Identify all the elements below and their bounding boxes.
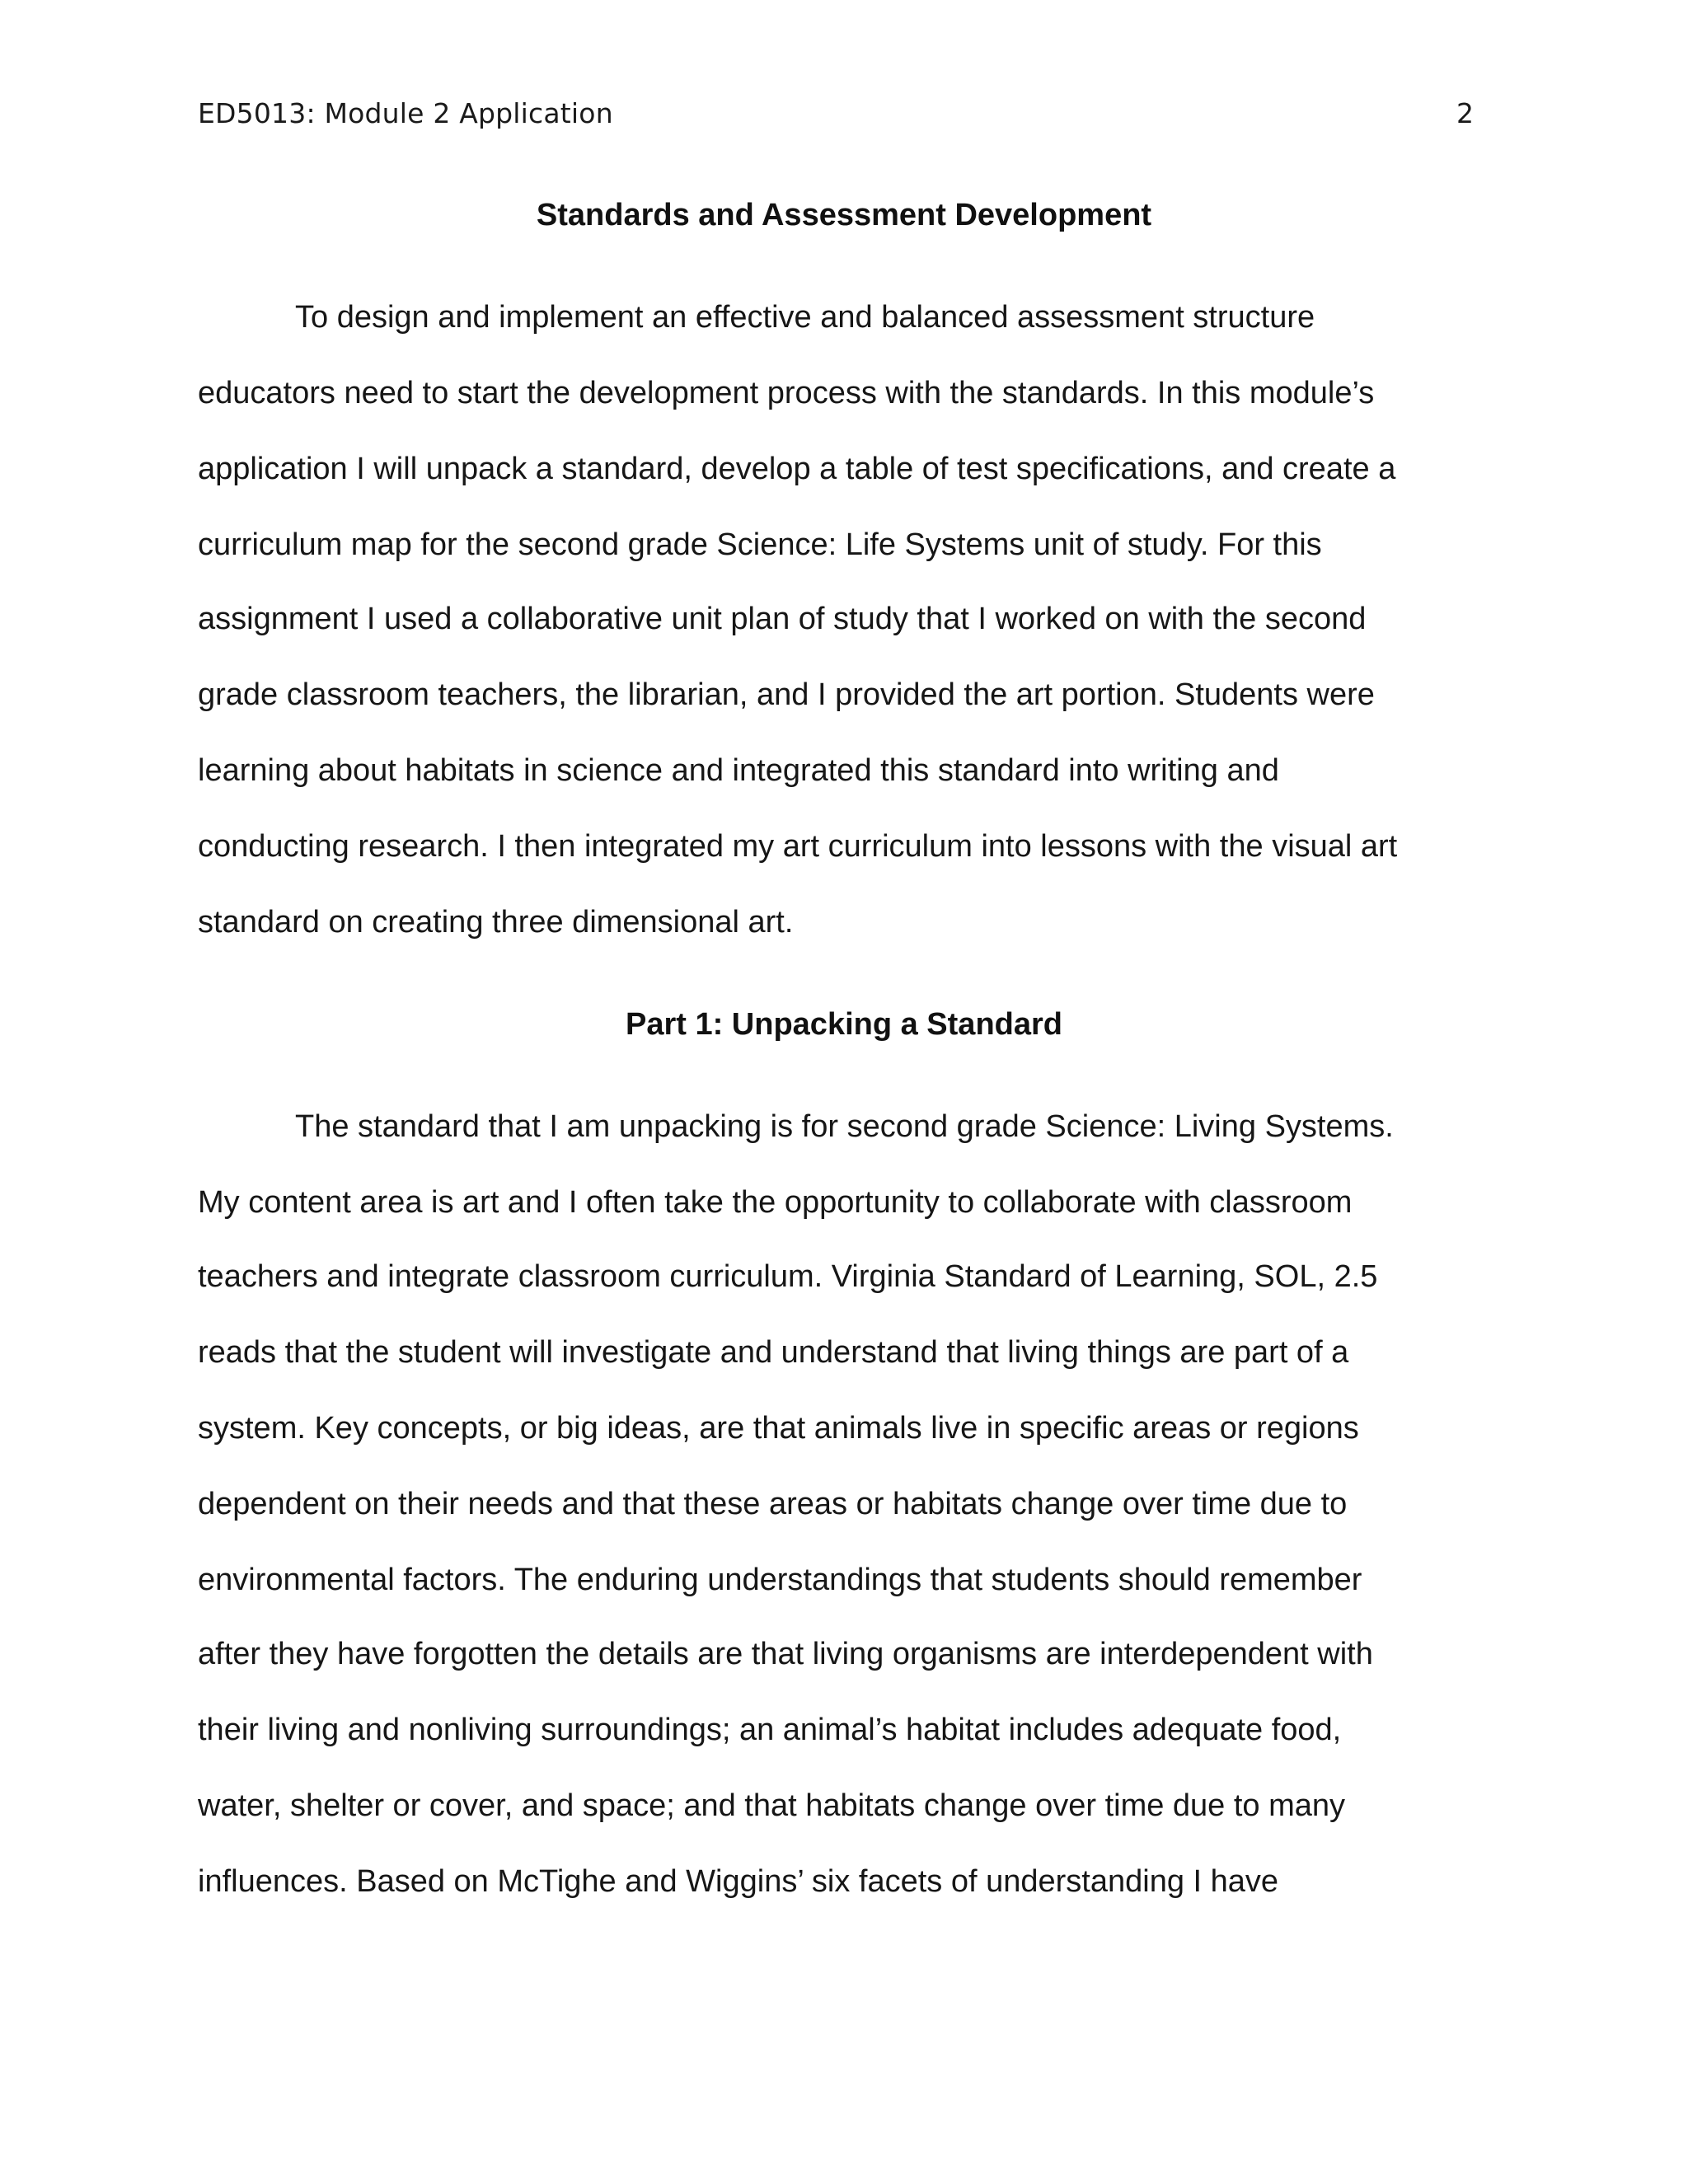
page-number: 2 <box>1456 97 1474 129</box>
paragraph-line: The standard that I am unpacking is for second grade Science: Living Systems. <box>295 1109 1394 1144</box>
paragraph-line: educators need to start the development process with the standards. In this module’s <box>198 376 1375 410</box>
paragraph-line: teachers and integrate classroom curriculum. Virginia Standard of Learning, SOL, 2.5 <box>198 1259 1378 1294</box>
paragraph-line: assignment I used a collaborative unit plan of study that I worked on with the second <box>198 602 1367 636</box>
paragraph-line: water, shelter or cover, and space; and that habitats change over time due to many <box>198 1788 1346 1823</box>
paragraph-line: application I will unpack a standard, develop a table of test specifications, and create a <box>198 452 1396 486</box>
paragraph-line: influences. Based on McTighe and Wiggins’ six facets of understanding I have <box>198 1864 1279 1899</box>
paragraph-line: learning about habitats in science and integrated this standard into writing and <box>198 753 1279 788</box>
paragraph-line: curriculum map for the second grade Science: Life Systems unit of study. For this <box>198 527 1322 562</box>
paragraph-line: To design and implement an effective and balanced assessment structure <box>295 300 1315 335</box>
paragraph-line: reads that the student will investigate and understand that living things are part of a <box>198 1335 1349 1370</box>
paragraph-line: conducting research. I then integrated my art curriculum into lessons with the visual art <box>198 829 1398 864</box>
paragraph-line: grade classroom teachers, the librarian, and I provided the art portion. Students were <box>198 677 1375 712</box>
paragraph-line: My content area is art and I often take the opportunity to collaborate with classroom <box>198 1185 1353 1220</box>
paragraph-line: system. Key concepts, or big ideas, are that animals live in specific areas or regions <box>198 1411 1359 1446</box>
paragraph-line: their living and nonliving surroundings; an animal’s habitat includes adequate food, <box>198 1713 1342 1747</box>
paragraph-line: after they have forgotten the details are that living organisms are interdependent with <box>198 1637 1373 1671</box>
paragraph-line: environmental factors. The enduring understandings that students should remember <box>198 1563 1362 1597</box>
document-title: Standards and Assessment Development <box>536 198 1152 232</box>
paragraph-line: standard on creating three dimensional art. <box>198 905 794 940</box>
running-head: ED5013: Module 2 Application <box>198 97 613 129</box>
paragraph-line: dependent on their needs and that these areas or habitats change over time due to <box>198 1487 1348 1521</box>
section-heading: Part 1: Unpacking a Standard <box>625 1007 1062 1042</box>
